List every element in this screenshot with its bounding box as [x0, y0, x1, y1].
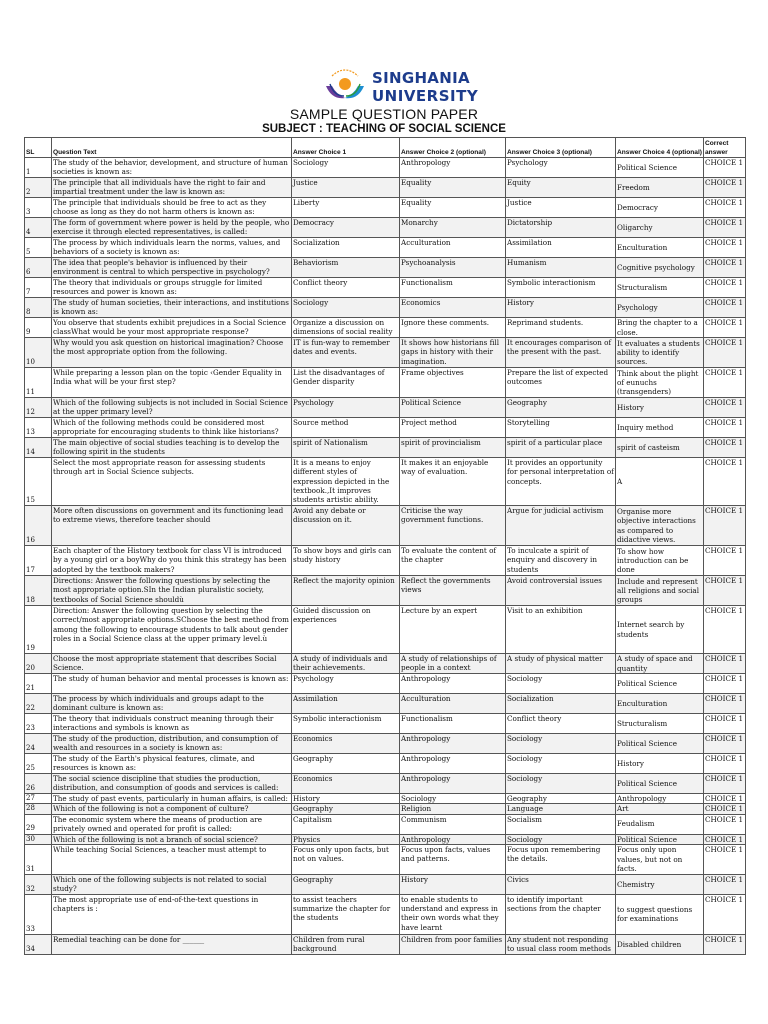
table-row: [25, 368, 746, 398]
cell-sl: 25: [25, 754, 52, 774]
table-row: [25, 774, 746, 794]
table-row: [25, 754, 746, 774]
cell-answer-choice-2: Reflect the governments views: [400, 576, 506, 606]
cell-answer-choice-1: Geography: [292, 754, 400, 774]
cell-answer-choice-3: Geography: [506, 398, 616, 418]
cell-correct-answer: CHOICE 1: [704, 506, 746, 546]
table-row: [25, 398, 746, 418]
cell-question-text: The economic system where the means of production are privately owned and operated for profit is called:: [52, 814, 292, 834]
cell-answer-choice-4: Psychology: [616, 298, 704, 318]
cell-answer-choice-4: History: [616, 754, 704, 774]
cell-answer-choice-3: Visit to an exhibition: [506, 606, 616, 654]
cell-question-text: The study of past events, particularly in human affairs, is called:: [52, 794, 292, 804]
cell-answer-choice-4: A: [616, 458, 704, 506]
cell-answer-choice-1: To show boys and girls can study history: [292, 546, 400, 576]
cell-answer-choice-3: Justice: [506, 198, 616, 218]
cell-answer-choice-2: Children from poor families: [400, 934, 506, 954]
cell-correct-answer: CHOICE 1: [704, 714, 746, 734]
cell-correct-answer: CHOICE 1: [704, 834, 746, 844]
cell-sl: 28: [25, 804, 52, 814]
header-sl: SL: [25, 138, 52, 158]
cell-correct-answer: CHOICE 1: [704, 734, 746, 754]
table-row: [25, 794, 746, 804]
cell-answer-choice-4: to suggest questions for examinations: [616, 894, 704, 934]
cell-question-text: Which of the following subjects is not included in Social Science at the upper primary level?: [52, 398, 292, 418]
cell-correct-answer: CHOICE 1: [704, 238, 746, 258]
cell-correct-answer: CHOICE 1: [704, 606, 746, 654]
cell-answer-choice-3: Symbolic interactionism: [506, 278, 616, 298]
table-row: [25, 298, 746, 318]
cell-answer-choice-4: Political Science: [616, 774, 704, 794]
cell-sl: 33: [25, 894, 52, 934]
header-answer-choice-2: Answer Choice 2 (optional): [400, 138, 506, 158]
cell-answer-choice-4: Structuralism: [616, 714, 704, 734]
brand-name-line1: SINGHANIA: [372, 69, 470, 87]
cell-correct-answer: CHOICE 1: [704, 398, 746, 418]
table-row: [25, 814, 746, 834]
cell-question-text: The most appropriate use of end-of-the-text questions in chapters is :: [52, 894, 292, 934]
cell-answer-choice-4: Oligarchy: [616, 218, 704, 238]
cell-question-text: The study of human behavior and mental processes is known as:: [52, 674, 292, 694]
cell-correct-answer: CHOICE 1: [704, 458, 746, 506]
cell-sl: 30: [25, 834, 52, 844]
cell-answer-choice-1: Liberty: [292, 198, 400, 218]
cell-answer-choice-2: Functionalism: [400, 714, 506, 734]
cell-answer-choice-2: Project method: [400, 418, 506, 438]
cell-question-text: Which of the following methods could be considered most appropriate for encouraging students to think like historians?: [52, 418, 292, 438]
cell-correct-answer: CHOICE 1: [704, 654, 746, 674]
cell-answer-choice-1: Sociology: [292, 298, 400, 318]
cell-answer-choice-3: Focus upon remembering the details.: [506, 844, 616, 874]
cell-answer-choice-2: Anthropology: [400, 774, 506, 794]
table-row: [25, 844, 746, 874]
cell-answer-choice-1: Psychology: [292, 674, 400, 694]
cell-sl: 9: [25, 318, 52, 338]
cell-answer-choice-1: Capitalism: [292, 814, 400, 834]
cell-answer-choice-3: Sociology: [506, 834, 616, 844]
cell-question-text: The process by which individuals learn the norms, values, and behaviors of a society is known as:: [52, 238, 292, 258]
cell-answer-choice-2: Monarchy: [400, 218, 506, 238]
cell-sl: 15: [25, 458, 52, 506]
cell-answer-choice-1: Behaviorism: [292, 258, 400, 278]
cell-sl: 32: [25, 874, 52, 894]
cell-question-text: More often discussions on government and its functioning lead to extreme views, therefore teacher should: [52, 506, 292, 546]
cell-question-text: While teaching Social Sciences, a teacher must attempt to: [52, 844, 292, 874]
header-question-text: Question Text: [52, 138, 292, 158]
cell-answer-choice-1: Source method: [292, 418, 400, 438]
cell-correct-answer: CHOICE 1: [704, 198, 746, 218]
cell-answer-choice-4: Focus only upon values, but not on facts.: [616, 844, 704, 874]
cell-correct-answer: CHOICE 1: [704, 754, 746, 774]
cell-answer-choice-3: Storytelling: [506, 418, 616, 438]
cell-question-text: Directions: Answer the following questions by selecting the most appropriate option.SIn the Indian pluralistic society, textbooks of Social Science shouldù: [52, 576, 292, 606]
cell-answer-choice-2: To evaluate the content of the chapter: [400, 546, 506, 576]
cell-answer-choice-3: Argue for judicial activism: [506, 506, 616, 546]
cell-correct-answer: CHOICE 1: [704, 894, 746, 934]
university-logo: [322, 66, 479, 108]
cell-answer-choice-4: Structuralism: [616, 278, 704, 298]
cell-question-text: The theory that individuals or groups struggle for limited resources and power is known as:: [52, 278, 292, 298]
cell-answer-choice-4: To show how introduction can be done: [616, 546, 704, 576]
cell-answer-choice-3: It encourages comparison of the present with the past.: [506, 338, 616, 368]
cell-answer-choice-2: to enable students to understand and express in their own words what they have learnt: [400, 894, 506, 934]
cell-answer-choice-2: It shows how historians fill gaps in history with their imagination.: [400, 338, 506, 368]
cell-answer-choice-2: Religion: [400, 804, 506, 814]
cell-correct-answer: CHOICE 1: [704, 844, 746, 874]
document-title: SAMPLE QUESTION PAPER: [289, 106, 479, 122]
cell-answer-choice-4: Cognitive psychology: [616, 258, 704, 278]
table-row: [25, 834, 746, 844]
cell-answer-choice-2: It makes it an enjoyable way of evaluation.: [400, 458, 506, 506]
cell-answer-choice-4: Freedom: [616, 178, 704, 198]
cell-sl: 2: [25, 178, 52, 198]
table-row: [25, 714, 746, 734]
cell-sl: 7: [25, 278, 52, 298]
cell-sl: 22: [25, 694, 52, 714]
table-row: [25, 418, 746, 438]
cell-answer-choice-2: Functionalism: [400, 278, 506, 298]
cell-correct-answer: CHOICE 1: [704, 546, 746, 576]
cell-answer-choice-3: It provides an opportunity for personal interpretation of concepts.: [506, 458, 616, 506]
cell-answer-choice-3: Humanism: [506, 258, 616, 278]
cell-answer-choice-2: Economics: [400, 298, 506, 318]
cell-answer-choice-3: Socialization: [506, 694, 616, 714]
cell-answer-choice-3: to identify important sections from the chapter: [506, 894, 616, 934]
cell-answer-choice-1: Assimilation: [292, 694, 400, 714]
cell-sl: 20: [25, 654, 52, 674]
cell-answer-choice-3: Sociology: [506, 774, 616, 794]
table-row: [25, 158, 746, 178]
cell-sl: 16: [25, 506, 52, 546]
table-row: [25, 694, 746, 714]
cell-sl: 31: [25, 844, 52, 874]
cell-answer-choice-4: spirit of casteism: [616, 438, 704, 458]
cell-answer-choice-2: Anthropology: [400, 158, 506, 178]
document-subject: SUBJECT : TEACHING OF SOCIAL SCIENCE: [262, 123, 506, 135]
cell-answer-choice-1: List the disadvantages of Gender disparity: [292, 368, 400, 398]
cell-answer-choice-2: Political Science: [400, 398, 506, 418]
cell-answer-choice-4: Enculturation: [616, 238, 704, 258]
cell-answer-choice-4: History: [616, 398, 704, 418]
cell-question-text: You observe that students exhibit prejudices in a Social Science classWhat would be your most appropriate response?: [52, 318, 292, 338]
cell-answer-choice-3: Assimilation: [506, 238, 616, 258]
cell-question-text: Each chapter of the History textbook for class VI is introduced by a young girl or a boyWhy do you think this strategy has been adopted by the textbook makers?: [52, 546, 292, 576]
cell-correct-answer: CHOICE 1: [704, 794, 746, 804]
table-row: [25, 318, 746, 338]
cell-answer-choice-4: Chemistry: [616, 874, 704, 894]
cell-answer-choice-3: Equity: [506, 178, 616, 198]
table-row: [25, 258, 746, 278]
cell-answer-choice-2: Psychoanalysis: [400, 258, 506, 278]
cell-answer-choice-1: Organize a discussion on dimensions of social reality: [292, 318, 400, 338]
cell-answer-choice-2: Ignore these comments.: [400, 318, 506, 338]
cell-sl: 13: [25, 418, 52, 438]
cell-correct-answer: CHOICE 1: [704, 418, 746, 438]
cell-correct-answer: CHOICE 1: [704, 814, 746, 834]
table-row: [25, 178, 746, 198]
cell-answer-choice-2: A study of relationships of people in a context: [400, 654, 506, 674]
cell-answer-choice-2: Acculturation: [400, 238, 506, 258]
table-row: [25, 576, 746, 606]
cell-answer-choice-3: Language: [506, 804, 616, 814]
header-answer-choice-4: Answer Choice 4 (optional): [616, 138, 704, 158]
cell-question-text: Direction: Answer the following question by selecting the correct/most appropriate options.SChoose the best method from among the following to encourage students to talk about gender roles in a Social Science class at the upper primary level.ù: [52, 606, 292, 654]
cell-correct-answer: CHOICE 1: [704, 934, 746, 954]
cell-answer-choice-1: spirit of Nationalism: [292, 438, 400, 458]
cell-answer-choice-1: Geography: [292, 804, 400, 814]
header-answer-choice-1: Answer Choice 1: [292, 138, 400, 158]
question-table: [24, 137, 746, 955]
cell-answer-choice-4: Inquiry method: [616, 418, 704, 438]
hands-holding-globe-icon: [322, 66, 368, 106]
cell-sl: 8: [25, 298, 52, 318]
cell-answer-choice-3: Geography: [506, 794, 616, 804]
cell-answer-choice-3: Dictatorship: [506, 218, 616, 238]
cell-answer-choice-3: Civics: [506, 874, 616, 894]
cell-answer-choice-1: Geography: [292, 874, 400, 894]
cell-answer-choice-2: spirit of provincialism: [400, 438, 506, 458]
cell-answer-choice-3: Sociology: [506, 674, 616, 694]
cell-correct-answer: CHOICE 1: [704, 218, 746, 238]
cell-question-text: Which one of the following subjects is not related to social study?: [52, 874, 292, 894]
cell-sl: 11: [25, 368, 52, 398]
cell-answer-choice-1: Symbolic interactionism: [292, 714, 400, 734]
cell-sl: 26: [25, 774, 52, 794]
cell-sl: 24: [25, 734, 52, 754]
question-table-body: [25, 158, 746, 955]
cell-answer-choice-1: Reflect the majority opinion: [292, 576, 400, 606]
cell-correct-answer: CHOICE 1: [704, 674, 746, 694]
cell-question-text: The study of the behavior, development, and structure of human societies is known as:: [52, 158, 292, 178]
table-row: [25, 438, 746, 458]
cell-answer-choice-1: Focus only upon facts, but not on values.: [292, 844, 400, 874]
cell-answer-choice-2: Criticise the way government functions.: [400, 506, 506, 546]
header-answer-choice-3: Answer Choice 3 (optional): [506, 138, 616, 158]
cell-answer-choice-3: spirit of a particular place: [506, 438, 616, 458]
cell-answer-choice-2: Equality: [400, 178, 506, 198]
cell-question-text: The process by which individuals and groups adapt to the dominant culture is known as:: [52, 694, 292, 714]
cell-answer-choice-2: History: [400, 874, 506, 894]
cell-answer-choice-4: Political Science: [616, 674, 704, 694]
cell-correct-answer: CHOICE 1: [704, 158, 746, 178]
cell-answer-choice-3: Reprimand students.: [506, 318, 616, 338]
table-row: [25, 804, 746, 814]
cell-question-text: Why would you ask question on historical imagination? Choose the most appropriate option from the following.: [52, 338, 292, 368]
table-row: [25, 874, 746, 894]
cell-question-text: Select the most appropriate reason for assessing students through art in Social Science subjects.: [52, 458, 292, 506]
cell-sl: 3: [25, 198, 52, 218]
cell-answer-choice-1: Socialization: [292, 238, 400, 258]
cell-question-text: The study of the production, distribution, and consumption of wealth and resources in a society is known as:: [52, 734, 292, 754]
cell-sl: 5: [25, 238, 52, 258]
cell-answer-choice-1: to assist teachers summarize the chapter for the students: [292, 894, 400, 934]
cell-answer-choice-2: Equality: [400, 198, 506, 218]
cell-answer-choice-4: Disabled children: [616, 934, 704, 954]
cell-answer-choice-1: Economics: [292, 774, 400, 794]
cell-answer-choice-2: Frame objectives: [400, 368, 506, 398]
cell-correct-answer: CHOICE 1: [704, 576, 746, 606]
cell-correct-answer: CHOICE 1: [704, 258, 746, 278]
cell-answer-choice-1: Children from rural background: [292, 934, 400, 954]
table-row: [25, 458, 746, 506]
cell-sl: 12: [25, 398, 52, 418]
cell-answer-choice-3: A study of physical matter: [506, 654, 616, 674]
table-row: [25, 506, 746, 546]
cell-answer-choice-4: Think about the plight of eunuchs (transgenders): [616, 368, 704, 398]
cell-correct-answer: CHOICE 1: [704, 178, 746, 198]
cell-question-text: Remedial teaching can be done for ______: [52, 934, 292, 954]
cell-answer-choice-1: Guided discussion on experiences: [292, 606, 400, 654]
cell-answer-choice-1: Economics: [292, 734, 400, 754]
table-row: [25, 674, 746, 694]
header-correct-answer: Correct answer: [704, 138, 746, 158]
cell-answer-choice-1: A study of individuals and their achievements.: [292, 654, 400, 674]
cell-answer-choice-4: Include and represent all religions and social groups: [616, 576, 704, 606]
table-row: [25, 238, 746, 258]
cell-sl: 19: [25, 606, 52, 654]
cell-answer-choice-3: History: [506, 298, 616, 318]
cell-sl: 4: [25, 218, 52, 238]
table-row: [25, 934, 746, 954]
table-row: [25, 338, 746, 368]
cell-answer-choice-4: Internet search by students: [616, 606, 704, 654]
cell-correct-answer: CHOICE 1: [704, 694, 746, 714]
table-row: [25, 606, 746, 654]
cell-sl: 18: [25, 576, 52, 606]
cell-answer-choice-1: History: [292, 794, 400, 804]
cell-answer-choice-2: Anthropology: [400, 734, 506, 754]
cell-sl: 14: [25, 438, 52, 458]
cell-answer-choice-2: Communism: [400, 814, 506, 834]
cell-answer-choice-1: It is a means to enjoy different styles of expression depicted in the textbook.,It improves students artistic ability.: [292, 458, 400, 506]
table-row: [25, 218, 746, 238]
table-row: [25, 198, 746, 218]
cell-question-text: The study of the Earth's physical features, climate, and resources is known as:: [52, 754, 292, 774]
cell-correct-answer: CHOICE 1: [704, 318, 746, 338]
cell-correct-answer: CHOICE 1: [704, 278, 746, 298]
cell-sl: 29: [25, 814, 52, 834]
cell-answer-choice-3: Conflict theory: [506, 714, 616, 734]
cell-answer-choice-2: Focus upon facts, values and patterns.: [400, 844, 506, 874]
cell-answer-choice-1: Physics: [292, 834, 400, 844]
cell-answer-choice-4: Democracy: [616, 198, 704, 218]
brand-name-line2: UNIVERSITY: [372, 87, 479, 105]
cell-answer-choice-3: Sociology: [506, 754, 616, 774]
cell-sl: 23: [25, 714, 52, 734]
cell-question-text: The form of government where power is held by the people, who exercise it through elected representatives, is called:: [52, 218, 292, 238]
cell-answer-choice-1: Sociology: [292, 158, 400, 178]
cell-answer-choice-1: Avoid any debate or discussion on it.: [292, 506, 400, 546]
cell-answer-choice-3: Sociology: [506, 734, 616, 754]
cell-answer-choice-3: Avoid controversial issues: [506, 576, 616, 606]
table-row: [25, 894, 746, 934]
cell-question-text: The principle that individuals should be free to act as they choose as long as they do not harm others is known as:: [52, 198, 292, 218]
cell-answer-choice-4: Feudalism: [616, 814, 704, 834]
cell-sl: 21: [25, 674, 52, 694]
cell-question-text: The study of human societies, their interactions, and institutions is known as:: [52, 298, 292, 318]
cell-answer-choice-4: Anthropology: [616, 794, 704, 804]
cell-correct-answer: CHOICE 1: [704, 438, 746, 458]
cell-question-text: The theory that individuals construct meaning through their interactions and symbols is known as: [52, 714, 292, 734]
cell-sl: 6: [25, 258, 52, 278]
cell-question-text: The main objective of social studies teaching is to develop the following spirit in the students: [52, 438, 292, 458]
cell-question-text: Which of the following is not a branch of social science?: [52, 834, 292, 844]
cell-question-text: Choose the most appropriate statement that describes Social Science.: [52, 654, 292, 674]
cell-correct-answer: CHOICE 1: [704, 804, 746, 814]
cell-answer-choice-3: To inculcate a spirit of enquiry and discovery in students: [506, 546, 616, 576]
cell-answer-choice-4: Bring the chapter to a close.: [616, 318, 704, 338]
cell-sl: 10: [25, 338, 52, 368]
cell-correct-answer: CHOICE 1: [704, 368, 746, 398]
cell-question-text: While preparing a lesson plan on the topic ‹Gender Equality in India what will be your first step?: [52, 368, 292, 398]
cell-answer-choice-3: Prepare the list of expected outcomes: [506, 368, 616, 398]
cell-question-text: The social science discipline that studies the production, distribution, and consumption of goods and services is called:: [52, 774, 292, 794]
cell-answer-choice-1: IT is fun-way to remember dates and events.: [292, 338, 400, 368]
cell-answer-choice-2: Anthropology: [400, 754, 506, 774]
cell-answer-choice-2: Anthropology: [400, 834, 506, 844]
cell-answer-choice-1: Conflict theory: [292, 278, 400, 298]
cell-sl: 17: [25, 546, 52, 576]
cell-correct-answer: CHOICE 1: [704, 774, 746, 794]
cell-question-text: The idea that people's behavior is influenced by their environment is central to which perspective in psychology?: [52, 258, 292, 278]
cell-answer-choice-1: Justice: [292, 178, 400, 198]
cell-answer-choice-2: Lecture by an expert: [400, 606, 506, 654]
cell-answer-choice-3: Any student not responding to usual class room methods: [506, 934, 616, 954]
cell-answer-choice-3: Socialism: [506, 814, 616, 834]
table-header-row: [25, 138, 746, 158]
cell-answer-choice-2: Acculturation: [400, 694, 506, 714]
cell-answer-choice-1: Psychology: [292, 398, 400, 418]
cell-correct-answer: CHOICE 1: [704, 298, 746, 318]
cell-answer-choice-4: Political Science: [616, 734, 704, 754]
cell-sl: 27: [25, 794, 52, 804]
cell-answer-choice-4: Political Science: [616, 158, 704, 178]
table-row: [25, 734, 746, 754]
cell-sl: 34: [25, 934, 52, 954]
cell-answer-choice-4: Political Science: [616, 834, 704, 844]
cell-answer-choice-4: Organise more objective interactions as compared to didactive views.: [616, 506, 704, 546]
cell-answer-choice-3: Psychology: [506, 158, 616, 178]
cell-answer-choice-1: Democracy: [292, 218, 400, 238]
cell-answer-choice-2: Anthropology: [400, 674, 506, 694]
cell-correct-answer: CHOICE 1: [704, 338, 746, 368]
cell-question-text: The principle that all individuals have the right to fair and impartial treatment under the law is known as:: [52, 178, 292, 198]
cell-answer-choice-4: A study of space and quantity: [616, 654, 704, 674]
table-row: [25, 546, 746, 576]
cell-correct-answer: CHOICE 1: [704, 874, 746, 894]
cell-sl: 1: [25, 158, 52, 178]
cell-answer-choice-4: It evaluates a students ability to identify sources.: [616, 338, 704, 368]
table-row: [25, 654, 746, 674]
cell-answer-choice-4: Enculturation: [616, 694, 704, 714]
table-row: [25, 278, 746, 298]
cell-question-text: Which of the following is not a component of culture?: [52, 804, 292, 814]
cell-answer-choice-4: Art: [616, 804, 704, 814]
cell-answer-choice-2: Sociology: [400, 794, 506, 804]
